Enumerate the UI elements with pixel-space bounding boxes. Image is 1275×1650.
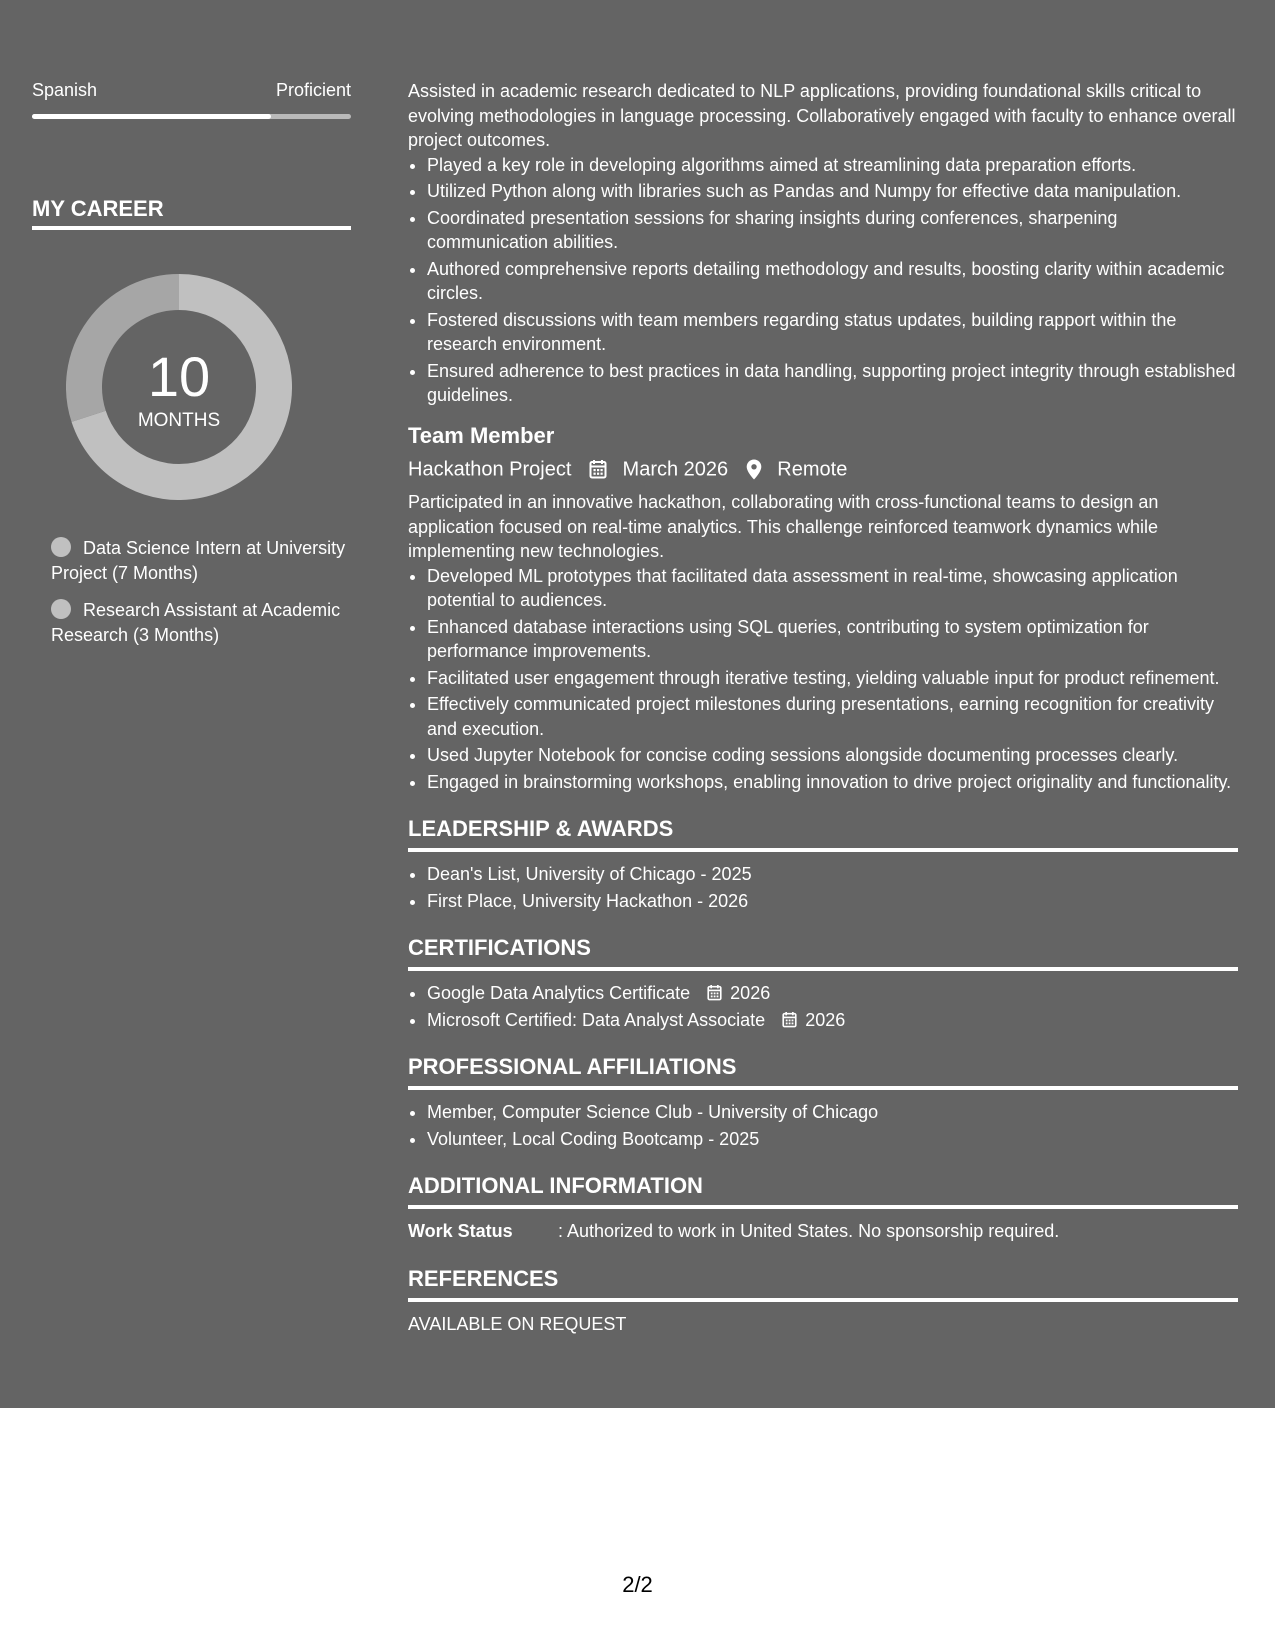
leadership-item: • First Place, University Hackathon - 2026 [427, 889, 1238, 914]
career-legend-item [51, 598, 351, 648]
job-date: March 2026 [622, 458, 729, 481]
language-row [32, 80, 351, 104]
job-bullet: • Ensured adherence to best practices in data handling, supporting project integrity through established guidelines. [427, 359, 1238, 408]
certification-year: 2026 [730, 983, 771, 1004]
work-status-row [408, 1219, 1238, 1244]
certification-year: 2026 [805, 1009, 846, 1030]
page-number: 2/2 [622, 1572, 653, 1597]
job-summary: Participated in an innovative hackathon, collaborating with cross-functional teams to design an application focused on real-time analytics. This challenge reinforced teamwork dynamics while implementing new technologies. [408, 492, 1159, 562]
job-company: Hackathon Project [408, 458, 572, 481]
job-bullets [408, 564, 1238, 795]
job-location: Remote [777, 458, 848, 481]
additional-info-section-title: ADDITIONAL INFORMATION [408, 1173, 703, 1199]
work-status-value: : Authorized to work in United States. No sponsorship required. [558, 1221, 1060, 1242]
job-summary: Assisted in academic research dedicated to NLP applications, providing foundational skills critical to evolving methodologies in language processing. Collaboratively engaged with faculty to enhance overall project outcomes. [408, 81, 1236, 150]
certifications-list [408, 981, 1238, 1032]
job-title: Team Member [408, 422, 555, 448]
job-bullet: • Effectively communicated project milestones during presentations, earning recognition for creativity and execution. [427, 692, 1238, 741]
certification-item [427, 1008, 1238, 1033]
job-meta [408, 455, 1238, 484]
legend-dot-icon [51, 599, 71, 619]
language-proficiency-bar [32, 114, 351, 119]
career-legend-item [51, 536, 351, 586]
job-bullet: • Facilitated user engagement through iterative testing, yielding valuable input for product refinement. [427, 666, 1238, 691]
affiliation-item: • Volunteer, Local Coding Bootcamp - 2025 [427, 1127, 1238, 1152]
job-bullets [408, 153, 1238, 408]
job-bullet: • Played a key role in developing algorithms aimed at streamlining data preparation efforts. [427, 153, 1238, 178]
job-bullet: • Fostered discussions with team members regarding status updates, building rapport within the research environment. [427, 308, 1238, 357]
career-total-number: 10 [147, 345, 211, 408]
section-rule [408, 1298, 1238, 1302]
language-level: Proficient [275, 80, 351, 100]
right-column [408, 79, 1238, 1336]
legend-dot-icon [51, 537, 71, 557]
work-status-label: Work Status [408, 1221, 513, 1242]
career-section-rule [32, 226, 351, 230]
job-bullet: • Enhanced database interactions using SQL queries, contributing to system optimization for performance improvements. [427, 615, 1238, 664]
leadership-list [408, 862, 1238, 913]
calendar-icon [782, 1011, 797, 1028]
career-legend-label: Research Assistant at Academic Research (3 Months) [51, 600, 341, 645]
language-name: Spanish [32, 80, 98, 100]
certification-item [427, 981, 1238, 1006]
job-bullet: • Developed ML prototypes that facilitated data assessment in real-time, showcasing application potential to audiences. [427, 564, 1238, 613]
calendar-icon [589, 459, 607, 479]
job-bullet: • Authored comprehensive reports detailing methodology and results, boosting clarity within academic circles. [427, 257, 1238, 306]
references-text: AVAILABLE ON REQUEST [408, 1313, 627, 1334]
career-legend [51, 536, 351, 660]
section-rule [408, 967, 1238, 971]
references-section-title: REFERENCES [408, 1265, 559, 1291]
job-bullet: • Coordinated presentation sessions for sharing insights during conferences, sharpening communication abilities. [427, 206, 1238, 255]
job-bullet: • Engaged in brainstorming workshops, enabling innovation to drive project originality and functionality. [427, 770, 1238, 795]
leadership-section-title: LEADERSHIP & AWARDS [408, 816, 674, 842]
certification-name: Microsoft Certified: Data Analyst Associate [427, 1009, 766, 1030]
section-rule [408, 848, 1238, 852]
section-rule [408, 1086, 1238, 1090]
career-legend-label: Data Science Intern at University Project (7 Months) [51, 538, 346, 583]
leadership-item: • Dean's List, University of Chicago - 2025 [427, 862, 1238, 887]
job-bullet: • Utilized Python along with libraries such as Pandas and Numpy for effective data manipulation. [427, 179, 1238, 204]
location-pin-icon [746, 459, 762, 480]
affiliations-section-title: PROFESSIONAL AFFILIATIONS [408, 1054, 737, 1080]
calendar-icon [707, 984, 722, 1001]
certifications-section-title: CERTIFICATIONS [408, 935, 591, 961]
affiliation-item: • Member, Computer Science Club - University of Chicago [427, 1100, 1238, 1125]
language-proficiency-fill [32, 114, 271, 119]
certification-name: Google Data Analytics Certificate [427, 983, 691, 1004]
career-section-title: MY CAREER [32, 196, 164, 221]
section-rule [408, 1205, 1238, 1209]
career-total-unit: MONTHS [137, 410, 221, 431]
job-bullet: • Used Jupyter Notebook for concise coding sessions alongside documenting processes clearly. [427, 743, 1238, 768]
affiliations-list [408, 1100, 1238, 1151]
